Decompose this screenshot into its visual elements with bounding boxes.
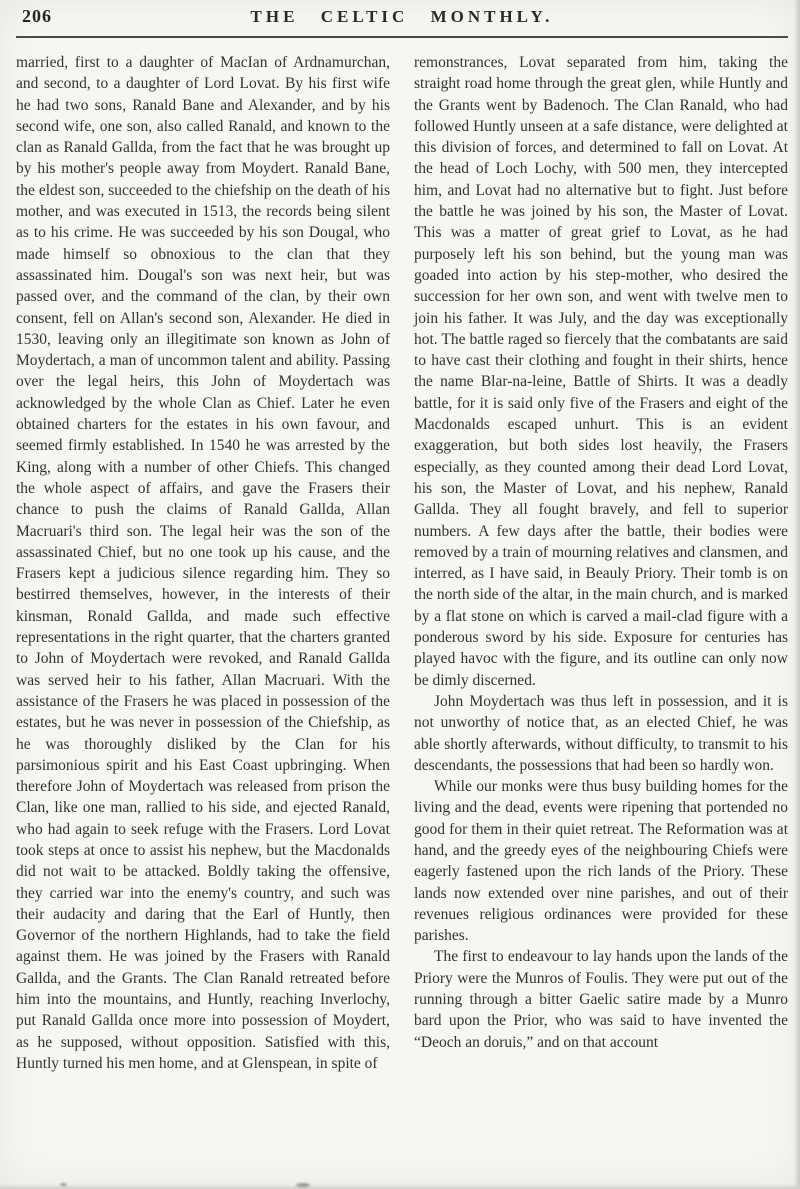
article-body	[16, 52, 788, 1074]
left-column	[16, 52, 390, 1074]
paragraph: married, first to a daughter of MacIan of Ardnamurchan, and second, to a daughter of Lord Lovat. By his first wife he had two sons, Ranald Bane and Alexander, and by his second wife, one son, also called Ranald, and known to the clan as Ranald Gallda, from the fact that he was brought up by his mother's people away from Moydert. Ranald Bane, the eldest son, succeeded to the chiefship on the death of his mother, and was executed in 1513, the records being silent as to his crime. He was succeeded by his son Dougal, who made himself so obnoxious to the clan that they assassinated him. Dougal's son was next heir, but was passed over, and the command of the clan, by their own consent, fell on Allan's second son, Alexander. He died in 1530, leaving only an illegitimate son known as John of Moydertach, a man of uncommon talent and ability. Passing over the legal heirs, this John of Moydertach was acknowledged by the whole Clan as Chief. Later he even obtained charters for the estates in his own favour, and seemed firmly established. In 1540 he was arrested by the King, along with a number of other Chiefs. This changed the whole aspect of affairs, and gave the Frasers their chance to push the claims of Ranald Gallda, Allan Macruari's third son. The legal heir was the son of the assassinated Chief, but no one took up his cause, and the Frasers kept a judicious silence regarding him. They so bestirred themselves, however, in the interests of their kinsman, Ronald Gallda, and made such effective representations in the right quarter, that the charters granted to John of Moydertach were revoked, and Ranald Gallda was served heir to his father, Allan Macruari. With the assistance of the Frasers he was placed in possession of the estates, but he was never in possession of the Chiefship, as he was thoroughly disliked by the Clan for his parsimonious spirit and his East Coast upbringing. When therefore John of Moydertach was released from prison the Clan, like one man, rallied to his side, and ejected Ranald, who had again to seek refuge with the Frasers. Lord Lovat took steps at once to assist his nephew, but the Macdonalds did not wait to be attacked. Boldly taking the offensive, they carried war into the enemy's country, and such was their audacity and daring that the Earl of Huntly, then Governor of the northern Highlands, had to take the field against them. He was joined by the Frasers with Ranald Gallda, and the Grants. The Clan Ranald retreated before him into the mountains, and Huntly, reaching Inverlochy, put Ranald Gallda once more into possession of Moydert, as he supposed, without opposition. Satisfied with this, Huntly turned his men home, and at Glenspean, in spite of	[16, 54, 390, 1072]
right-column	[414, 52, 788, 1074]
scan-edge	[0, 1184, 800, 1189]
page-header	[16, 5, 788, 31]
header-rule	[16, 36, 788, 38]
scan-artifact	[296, 1183, 310, 1187]
paragraph: The first to endeavour to lay hands upon the lands of the Priory were the Munros of Foulis. They were put out of the running through a bitter Gaelic satire made by a Munro bard upon the Prior, who was said to have invented the “Deoch an doruis,” and on that account	[414, 948, 788, 1051]
page-title: THE CELTIC MONTHLY.	[250, 7, 554, 26]
page-number: 206	[22, 6, 52, 26]
paragraph: John Moydertach was thus left in possession, and it is not unworthy of notice that, as an elected Chief, he was able shortly afterwards, without difficulty, to transmit to his descendants, the possessions that had been so hardly won.	[414, 692, 788, 774]
scan-artifact	[60, 1183, 67, 1186]
paragraph: remonstrances, Lovat separated from him, taking the straight road home through the great glen, while Huntly and the Grants went by Badenoch. The Clan Ranald, who had followed Huntly unseen at a safe distance, were delighted at this division of forces, and determined to fall on Lovat. At the head of Loch Lochy, with 500 men, they intercepted him, and Lovat had no alternative but to fight. Just before the battle he was joined by his son, the Master of Lovat. This was a matter of great grief to Lovat, as he had purposely left his son behind, but the young man was goaded into action by his step-mother, who desired the succession for her own son, and went with twelve men to join his father. It was July, and the day was exceptionally hot. The battle raged so fiercely that the combatants are said to have cast their clothing and fought in their shirts, hence the name Blar-na-leine, Battle of Shirts. It was a deadly battle, for it is said only five of the Frasers and eight of the Macdonalds escaped unhurt. This is an evident exaggeration, but both sides lost heavily, the Frasers especially, as they counted among their dead Lord Lovat, his son, the Master of Lovat, and his nephew, Ranald Gallda. They all fought bravely, and fell to superior numbers. A few days after the battle, their bodies were removed by a train of mourning relatives and clansmen, and interred, as I have said, in Beauly Priory. Their tomb is on the north side of the altar, in the main church, and is marked by a flat stone on which is carved a mail-clad figure with a ponderous sword by his side. Exposure for centuries has played havoc with the figure, and its outline can only now be dimly discerned.	[414, 54, 788, 689]
paragraph: While our monks were thus busy building homes for the living and the dead, events were ripening that portended no good for them in their quiet retreat. The Reformation was at hand, and the greedy eyes of the neighbouring Chiefs were eagerly fastened upon the rich lands of the Priory. These lands now extended over nine parishes, and out of their revenues religious ordinances were provided for these parishes.	[414, 778, 788, 945]
